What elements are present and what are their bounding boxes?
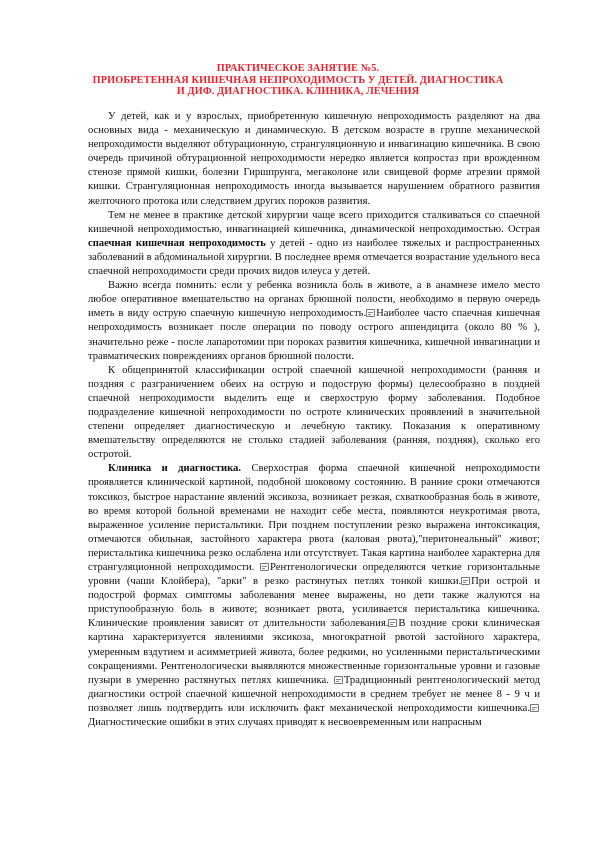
paragraph-text: Рентгенологически определяются четкие горизонтальные уровни (чаши Клойбера), "арки" в резко растянутых петлях тонкой кишки.: [88, 562, 540, 588]
paragraph-mark-icon: [334, 676, 343, 684]
paragraph-forms: [88, 364, 540, 463]
paragraph-mark-icon: [260, 563, 269, 571]
paragraph-text: Диагностические ошибки в этих случаях приводят к несвоевременным или напрасным: [88, 717, 482, 729]
paragraph-important: [88, 279, 540, 364]
paragraph-text: у детей - одно из наиболее тяжелых и распространенных заболеваний в абдоминальной хирургии. В последнее время отмечается возрастание удельного веса спаечной непроходимости среди прочих видов илеуса у детей.: [88, 237, 541, 278]
paragraph-mark-icon: [366, 309, 375, 317]
paragraph-clinic-diagnostics: [88, 462, 540, 730]
paragraph-text: Наиболее часто спаечная кишечная непроходимость возникает после операции по поводу острого аппендицита (около 80 % ), значительно реже - после лапаротомии при пороках развития кишечника, кишечной инвагинации и травматических повреждениях органов брюшной полости.: [88, 308, 540, 362]
paragraph-classification: [88, 110, 540, 209]
paragraph-mark-icon: [530, 704, 539, 712]
document-heading: [60, 63, 536, 98]
section-title: Клиника и диагностика.: [108, 463, 242, 475]
paragraph-mark-icon: [461, 577, 470, 585]
paragraph-text: Сверхострая форма спаечной кишечной непроходимости проявляется клинической картиной, подобной шоковому состоянию. В ранние сроки отмечаются токсикоз, быстрое нарастание явлений эксикоза, возникает резкая, схваткообразная боль в животе, во время которой больной временами не находит себе места, появляются неукротимая рвота, выраженное усиление перистальтики. При позднем поступлении резко выражена интоксикация, отмечаются обильная, застойного характера рвота (каловая рвота),"перитонеальный" живот; перистальтика кишечника резко ослаблена или отсутствует. Такая картина наиболее характерна для странгуляционной непроходимости.: [88, 463, 540, 573]
heading-line-2: ПРИОБРЕТЕННАЯ КИШЕЧНАЯ НЕПРОХОДИМОСТЬ У ДЕТЕЙ. ДИАГНОСТИКА: [92, 74, 504, 86]
heading-line-1: ПРАКТИЧЕСКОЕ ЗАНЯТИЕ №5.: [216, 63, 380, 74]
paragraph-text: У детей, как и у взрослых, приобретенную кишечную непроходимость разделяют на два основных вида - механическую и динамическую. В детском возрасте в группе механической непроходимости выделяют обтурационную, странгуляционную и инвагинацию кишечника. В свою очередь причиной обтурационной непроходимости нередко является копростаз при врожденном стенозе прямой кишки, болезни Гиршпрунга, мегаколоне или свищевой форме атрезии прямой кишки. Странгуляционная непроходимость иногда вызывается нарушением обратного развития желточного протока или следствием других пороков развития.: [88, 111, 540, 207]
paragraph-text: При острой и подострой формах симптомы заболевания менее выражены, но дети также жалуются на приступообразную боль в животе; возникает рвота, усиливается перистальтика кишечника. Клинические проявления зависят от длительности заболевания.: [88, 576, 540, 630]
paragraph-text: К общепринятой классификации острой спаечной кишечной непроходимости (ранняя и поздняя с разграничением обеих на острую и подострую формы) целесообразно в поздней спаечной непроходимости выделить еще и сверхострую форму заболевания. Подобное подразделение кишечной непроходимости по остроте клинических проявлений в значительной степени определяет диагностическую и лечебную тактику. Показания к оперативному вмешательству определяются не столько стадией заболевания (ранняя, поздняя), сколько его остротой.: [88, 364, 540, 461]
bold-term: спаечная кишечная непроходимость: [88, 237, 266, 249]
paragraph-text: В поздние сроки клиническая картина характеризуется явлениями эксикоза, многократной рвотой застойного характера, умеренным вздутием и асимметрией живота, более редкими, но усиленными перистальтическими сокращениями. Рентгенологически выявляются множественные горизонтальные уровни и газовые пузыри в умеренно растянутых петлях кишечника.: [88, 618, 540, 686]
paragraph-mark-icon: [388, 619, 397, 627]
document-body: [88, 110, 540, 730]
paragraph-adhesive-obstruction: [88, 209, 540, 279]
paragraph-text: Тем не менее в практике детской хирургии чаще всего приходится сталкиваться со спаечной кишечной непроходимостью, инвагинацией кишечника, динамической непроходимостью. Острая: [88, 209, 540, 235]
heading-line-3: И ДИФ. ДИАГНОСТИКА. КЛИНИКА, ЛЕЧЕНИЯ: [176, 86, 420, 98]
paragraph-text: Традиционный рентгенологический метод диагностики острой спаечной кишечной непроходимости в среднем требует не менее 8 - 9 ч и позволяет лишь подтвердить или исключить факт механической непроходимости кишечника.: [88, 674, 541, 714]
paragraph-text: Важно всегда помнить: если у ребенка возникла боль в животе, а в анамнезе имело место любое оперативное вмешательство на органах брюшной полости, необходимо в первую очередь иметь в виду острую спаечную кишечную непроходимость.: [88, 280, 540, 320]
